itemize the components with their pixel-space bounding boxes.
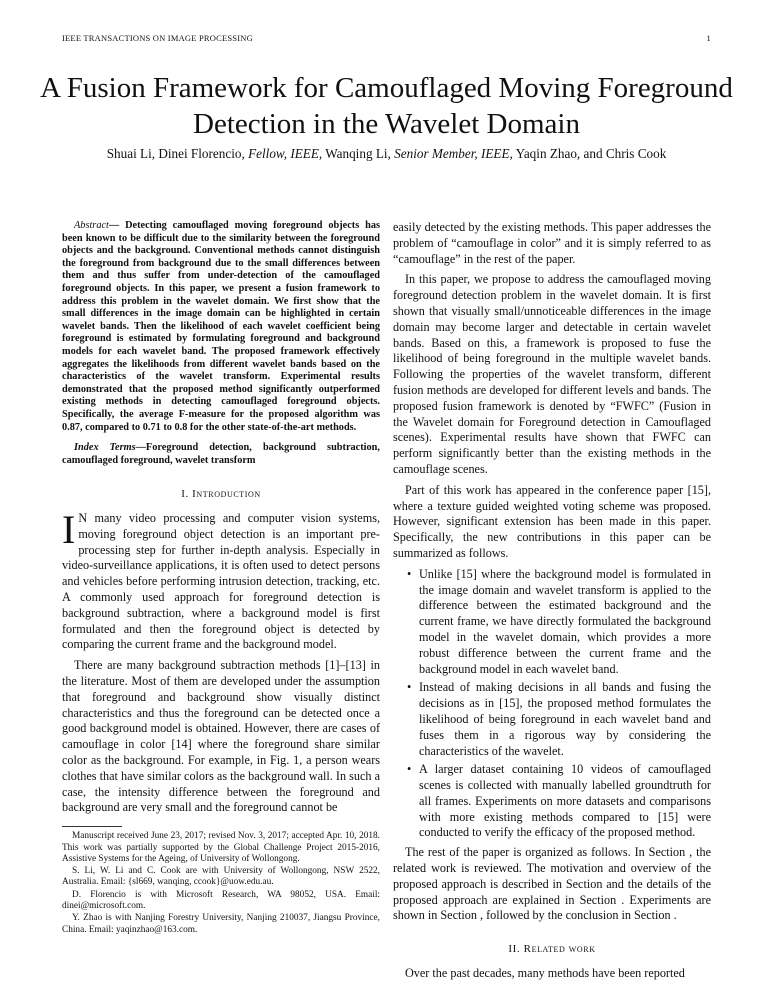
author-role-2: Senior Member, IEEE, (394, 146, 513, 161)
author-role-1: Fellow, IEEE, (248, 146, 323, 161)
footnote: S. Li, W. Li and C. Cook are with University of Wollongong, NSW 2522, Australia. Email: {sl669, wanqing, ccook}@uow.edu.au. (62, 866, 380, 888)
footnote: Y. Zhao is with Nanjing Forestry University, Nanjing 210037, Jiangsu Province, China. Email: yaqinzhao@163.com. (62, 913, 380, 935)
index-terms (62, 442, 380, 467)
footnote: D. Florencio is with Microsoft Research, WA 98052, USA. Email: dinei@microsoft.com. (62, 889, 380, 911)
section-numeral: I. (181, 488, 193, 501)
section-title: Related work (523, 943, 596, 956)
index-terms-lead: Index Terms (74, 442, 136, 454)
paper-title: A Fusion Framework for Camouflaged Moving Foreground Detection in the Wavelet Domain (40, 72, 733, 140)
contribution-list (393, 567, 711, 842)
section-heading-introduction (62, 487, 380, 503)
abstract (62, 220, 380, 434)
intro-paragraph-1 (62, 507, 380, 653)
footnotes (62, 831, 380, 936)
right-paragraph-0: easily detected by the existing methods. This paper addresses the problem of “camouflage in color” and it is simply referred to as “camouflage” in the rest of the paper. (393, 220, 711, 266)
right-paragraph-4: Over the past decades, many methods have been reported (405, 966, 685, 981)
journal-name: IEEE TRANSACTIONS ON IMAGE PROCESSING (62, 33, 253, 43)
abstract-lead: Abstract (74, 220, 109, 231)
right-column (393, 220, 711, 987)
page-number: 1 (706, 33, 711, 43)
list-item: • A larger dataset containing 10 videos of camouflaged scenes is collected with manually labelled groundtruth for all frames. Experiments on more datasets and comparisons with more existing methods compared to [15] were conducted to verify the efficacy of the proposed method. (419, 762, 711, 841)
right-paragraph-1: In this paper, we propose to address the camouflaged moving foreground detection problem in the wavelet domain. It is first shown that visually small/unnoticeable differences in the image domain may become larger and detectable in certain wavelet bands. Based on this, a framework is proposed to fuse the likelihood of being foreground in the multiple wavelet bands. Following the properties of the wavelet transform, different fusion methods are developed for different levels and bands. The proposed fusion framework is denoted by “FWFC” (Fusion in the Wavelet domain for Foreground detection in Camouflaged scenes). Experimental results have shown that FWFC can perform significantly better than the existing methods in the camouflage scenes. (393, 272, 711, 476)
right-paragraph-3: The rest of the paper is organized as follows. In Section , the related work is reviewed. The motivation and overview of the proposed approach is described in Section and the details of the proposed approach are explained in Section . Experiments are shown in Section , followed by the conclusion in Section . (393, 845, 711, 923)
section-numeral: II. (508, 943, 524, 956)
list-item: • Unlike [15] where the background model is formulated in the image domain and wavelet transform is applied to the difference between the estimated background and the current frame, we have directly formulated the background model in the wavelet domain, which provides a more robust difference between the current frame and the background model in each wavelet band. (419, 567, 711, 678)
running-head (62, 33, 711, 43)
drop-cap: I (62, 507, 76, 553)
list-item: • Instead of making decisions in all bands and fusing the decisions as in [15], the proposed method formulates the likelihood of being foreground in each wavelet band and fuses them in a rigorous way by considering the characteristics of the wavelet. (419, 680, 711, 759)
author-list (20, 146, 753, 162)
section-title: Introduction (192, 488, 261, 501)
author-group-3: Yaqin Zhao, and Chris Cook (515, 146, 667, 161)
author-group-1: Shuai Li, Dinei Florencio, (106, 146, 245, 161)
author-group-2: Wanqing Li, (325, 146, 391, 161)
intro-paragraph-2: There are many background subtraction methods [1]–[13] in the literature. Most of them are developed under the assumption that foreground and background show visually distinct characteristics and thus the foreground can be detected once a good background model is obtained. However, there are cases of camouflage in color [14] where the foreground share similar color as the background. For example, in Fig. 1, a person wears clothes that have similar colors as the background wall. In such a case, the intensity difference between the foreground and background are very small and the foreground cannot be (62, 658, 380, 815)
right-paragraph-2: Part of this work has appeared in the conference paper [15], where a texture guided weighted voting scheme was proposed. However, significant extension has been made in this paper. Specifically, the new contributions in this paper can be summarized as follows. (393, 482, 711, 560)
intro-paragraph-1-text: N many video processing and computer vision systems, moving foreground object detection is an important pre-processing step for further in-depth analysis. Especially in video-surveillance applications, it is often used to detect persons and vehicles before performing intrusion detection, tracking, etc. A commonly used approach for foreground detection is background subtraction, where a background model is first formulated and then the foreground object is detected by comparing the current frame and the background model. (62, 511, 380, 652)
index-terms-text: —Foreground detection, background subtraction, camouflaged foreground, wavelet transform (62, 442, 380, 466)
footnote: Manuscript received June 23, 2017; revised Nov. 3, 2017; accepted Apr. 10, 2018. This work was partially supported by the Global Challenge Project 2015-2016, Assistive Systems for the Ageing, of University of Wollongong. (62, 831, 380, 864)
abstract-text: — Detecting camouflaged moving foreground objects has been known to be difficult due to the similarity between the foreground objects and the background. Conventional methods cannot distinguish the foreground from background due to the small differences between them and thus suffer from under-detection of the camouflaged foreground objects. In this paper, we present a fusion framework to address this problem in the wavelet domain. We first show that the small differences in the image domain can be highlighted in certain wavelet bands. Then the likelihood of each wavelet coefficient being foreground is estimated by formulating foreground and background models for each wavelet band. The proposed framework effectively aggregates the likelihoods from different wavelet bands based on the characteristics of the wavelet transform. Experimental results demonstrated that the proposed method significantly outperformed existing methods in detecting camouflaged foreground objects. Specifically, the average F-measure for the proposed algorithm was 0.87, compared to 0.71 to 0.8 for the other state-of-the-art methods. (62, 220, 380, 433)
left-column (62, 220, 380, 937)
footnote-divider (62, 826, 122, 827)
section-heading-related-work (393, 942, 711, 958)
